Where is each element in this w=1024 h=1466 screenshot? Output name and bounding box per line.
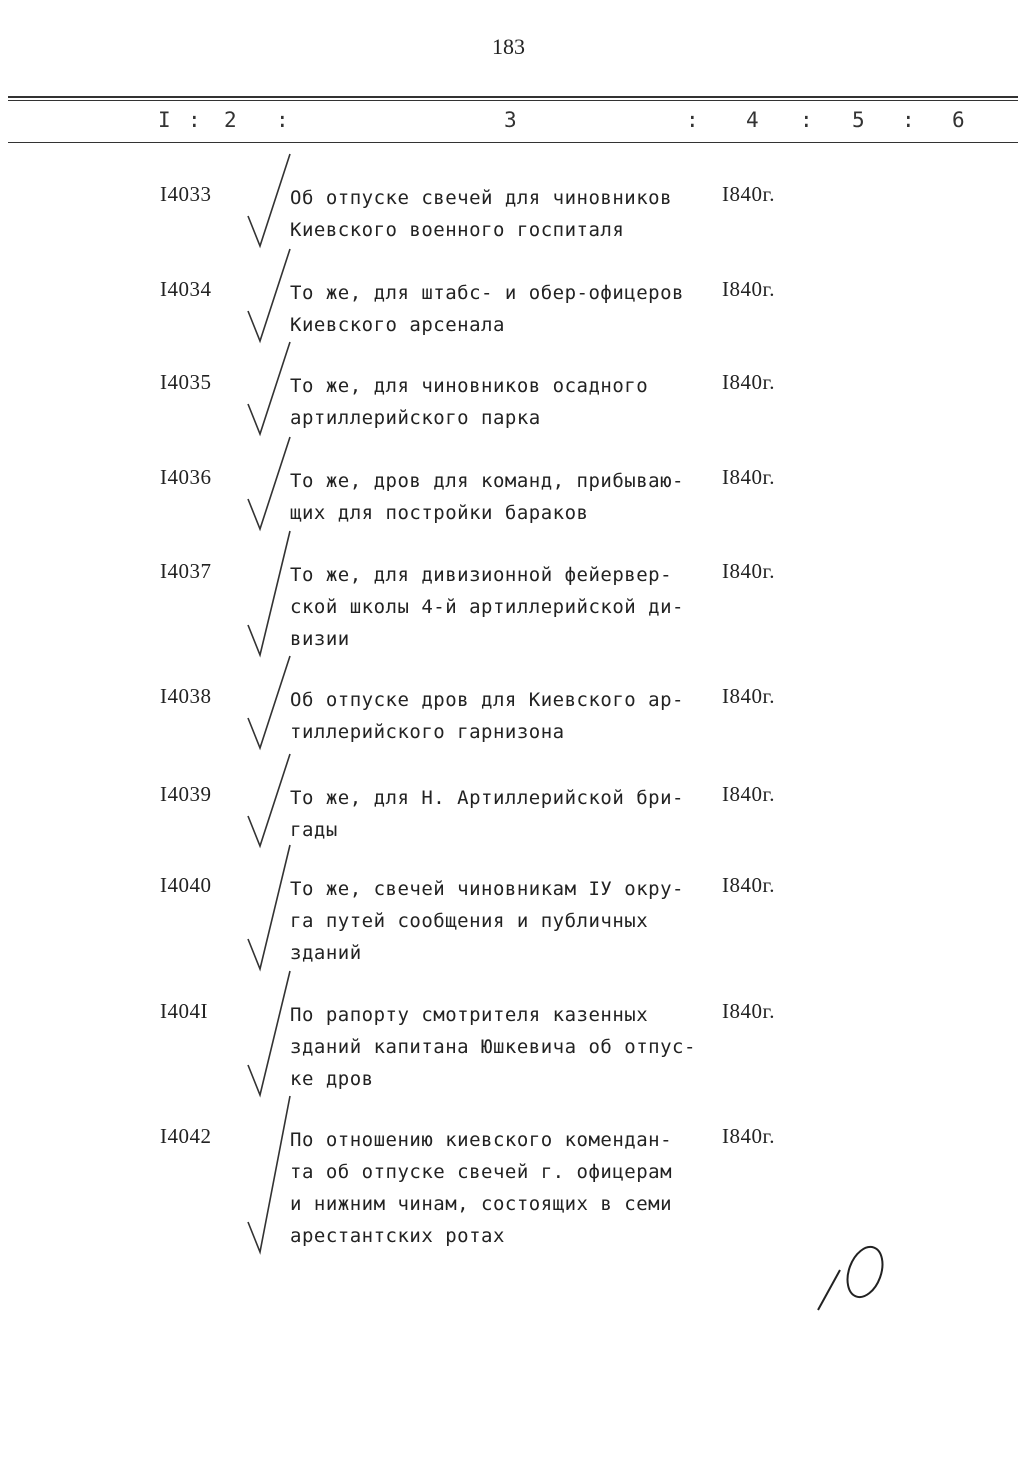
description-line: Об отпуске дров для Киевского ар- <box>290 689 684 711</box>
description-line: Киевского арсенала <box>290 314 505 336</box>
col-4: 4 <box>746 108 759 132</box>
entry-year: I840г. <box>722 277 775 301</box>
description-line: и нижним чинам, состоящих в семи <box>290 1193 673 1215</box>
description-line: То же, дров для команд, прибываю- <box>290 470 684 492</box>
header-top-rule <box>8 96 1018 98</box>
col-1: I <box>158 108 171 132</box>
entry-year: I840г. <box>722 782 775 806</box>
entry-description <box>290 999 696 1095</box>
entry-number: I4035 <box>160 370 212 394</box>
description-line: Об отпуске свечей для чиновников <box>290 187 673 209</box>
sep: : <box>902 108 915 132</box>
description-line: ской школы 4-й артиллерийской ди- <box>290 596 684 618</box>
entry-description <box>290 782 684 846</box>
entry-number: I4034 <box>160 277 212 301</box>
sep: : <box>276 108 289 132</box>
entry-number: I4033 <box>160 182 212 206</box>
entry-number: I4036 <box>160 465 212 489</box>
description-line: По отношению киевского комендан- <box>290 1129 673 1151</box>
entry-year: I840г. <box>722 873 775 897</box>
sep: : <box>188 108 201 132</box>
description-line: га путей сообщения и публичных <box>290 910 649 932</box>
description-line: То же, для чиновников осадного <box>290 375 649 397</box>
description-line: визии <box>290 628 350 650</box>
page-number: 183 <box>492 34 525 59</box>
entry-description <box>290 465 684 529</box>
entry-year: I840г. <box>722 465 775 489</box>
entry-year: I840г. <box>722 684 775 708</box>
entry-number: I4039 <box>160 782 212 806</box>
header-bottom-rule <box>8 142 1018 143</box>
description-line: тиллерийского гарнизона <box>290 721 565 743</box>
description-line: По рапорту смотрителя казенных <box>290 1004 649 1026</box>
description-line: та об отпуске свечей г. офицерам <box>290 1161 673 1183</box>
sep: : <box>686 108 699 132</box>
entry-description <box>290 873 684 969</box>
description-line: арестантских ротах <box>290 1225 505 1247</box>
entry-year: I840г. <box>722 999 775 1023</box>
col-2: 2 <box>224 108 237 132</box>
entry-description <box>290 277 684 341</box>
handwritten-sheet-number <box>810 1240 890 1320</box>
entry-year: I840г. <box>722 370 775 394</box>
checkmark-icon <box>228 1084 298 1272</box>
description-line: То же, свечей чиновникам IУ окру- <box>290 878 684 900</box>
col-6: 6 <box>952 108 965 132</box>
description-line: То же, для дивизионной фейервер- <box>290 564 673 586</box>
entry-description <box>290 370 648 434</box>
description-line: ке дров <box>290 1068 374 1090</box>
entry-year: I840г. <box>722 1124 775 1148</box>
entry-number: I404I <box>160 999 208 1023</box>
entry-year: I840г. <box>722 182 775 206</box>
description-line: гады <box>290 819 338 841</box>
entry-number: I4038 <box>160 684 212 708</box>
description-line: Киевского военного госпиталя <box>290 219 625 241</box>
description-line: зданий <box>290 942 362 964</box>
entry-number: I4042 <box>160 1124 212 1148</box>
description-line: То же, для штабс- и обер-офицеров <box>290 282 684 304</box>
entry-description <box>290 559 684 655</box>
sep: : <box>800 108 813 132</box>
entry-description <box>290 1124 672 1252</box>
header-top-rule-2 <box>8 100 1018 101</box>
description-line: щих для постройки бараков <box>290 502 589 524</box>
entry-number: I4037 <box>160 559 212 583</box>
description-line: артиллерийского парка <box>290 407 541 429</box>
entry-description <box>290 684 684 748</box>
col-5: 5 <box>852 108 865 132</box>
col-3: 3 <box>504 108 517 132</box>
entry-year: I840г. <box>722 559 775 583</box>
description-line: То же, для Н. Артиллерийской бри- <box>290 787 684 809</box>
description-line: зданий капитана Юшкевича об отпус- <box>290 1036 696 1058</box>
entry-number: I4040 <box>160 873 212 897</box>
entry-description <box>290 182 672 246</box>
